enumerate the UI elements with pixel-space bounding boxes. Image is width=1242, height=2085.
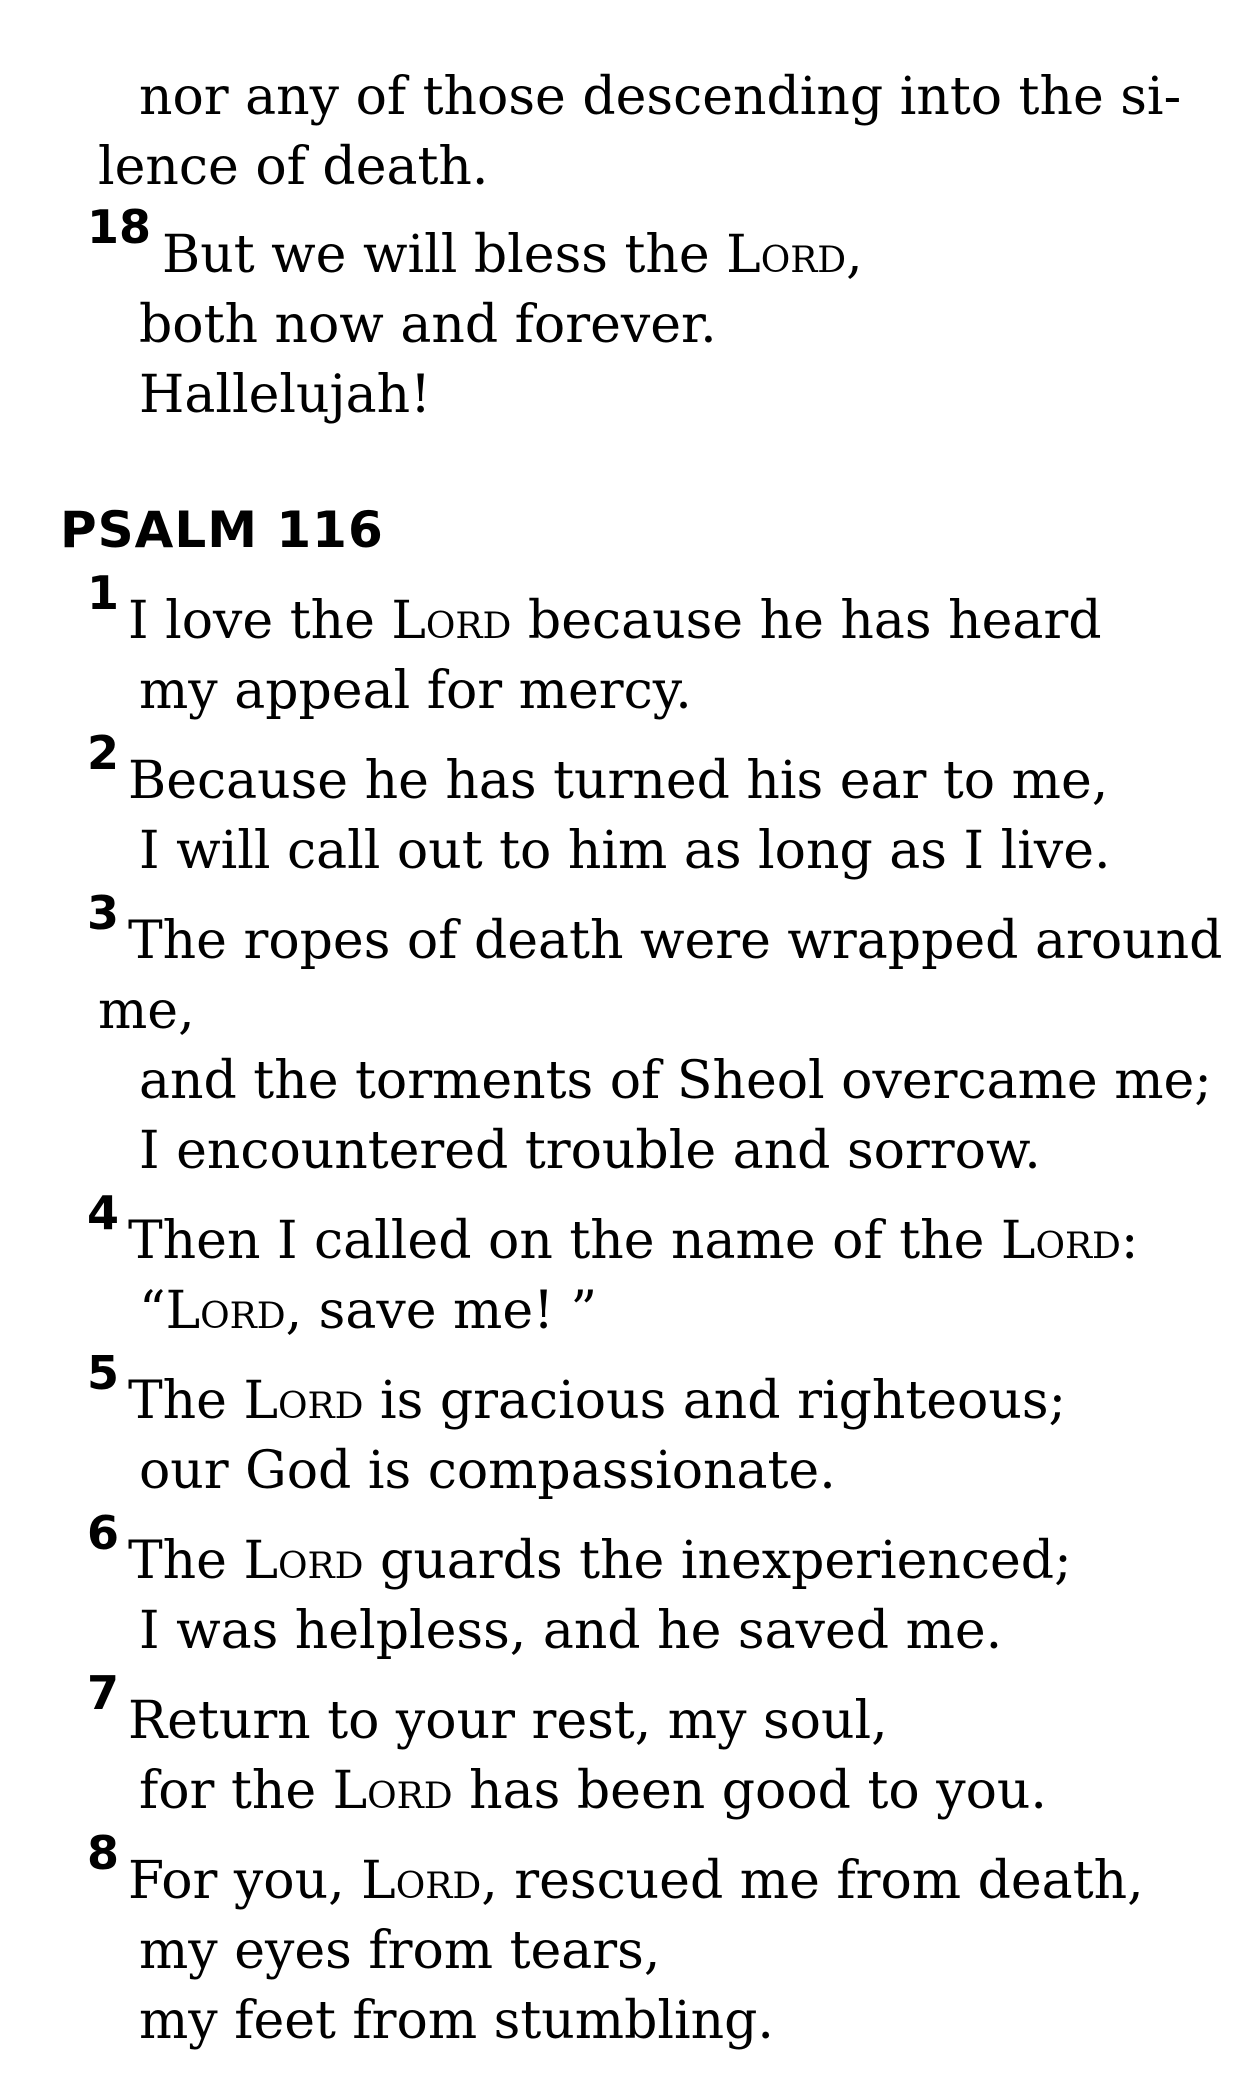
verse-18-line-3: Hallelujah! xyxy=(139,365,432,425)
verse-8-line-3: my feet from stumbling. xyxy=(139,1991,774,2051)
verse-number-18: 18 xyxy=(87,200,152,254)
verse-6-line-2: I was helpless, and he saved me. xyxy=(139,1601,1003,1661)
verse-17-continuation-wrap: lence of death. xyxy=(98,137,489,197)
verse-number-7: 7 xyxy=(87,1666,120,1720)
verse-3-line-3: I encountered trouble and sorrow. xyxy=(139,1121,1041,1181)
verse-6-line-1: The Lord guards the inexperienced; xyxy=(128,1531,1072,1591)
verse-number-8: 8 xyxy=(87,1826,120,1880)
verse-8-line-1: For you, Lord, rescued me from death, xyxy=(128,1851,1144,1911)
verse-number-4: 4 xyxy=(87,1186,120,1240)
lord-small-caps: Lord xyxy=(1000,1211,1121,1271)
verse-3-line-2: and the torments of Sheol overcame me; xyxy=(139,1051,1212,1111)
lord-small-caps: Lord xyxy=(243,1531,364,1591)
verse-3-line-1: The ropes of death were wrapped around xyxy=(128,911,1223,971)
verse-8-line-2: my eyes from tears, xyxy=(139,1921,661,1981)
verse-number-2: 2 xyxy=(87,726,120,780)
lord-small-caps: Lord xyxy=(243,1371,364,1431)
lord-small-caps: Lord xyxy=(165,1281,286,1341)
verse-number-6: 6 xyxy=(87,1506,120,1560)
verse-18-line-1: But we will bless the Lord, xyxy=(162,225,863,285)
verse-number-1: 1 xyxy=(87,566,120,620)
verse-number-5: 5 xyxy=(87,1346,120,1400)
verse-1-line-2: my appeal for mercy. xyxy=(139,661,692,721)
verse-2-line-2: I will call out to him as long as I live. xyxy=(139,821,1111,881)
psalm-heading: PSALM 116 xyxy=(60,501,384,559)
verse-7-line-2: for the Lord has been good to you. xyxy=(139,1761,1047,1821)
verse-18-line-2: both now and forever. xyxy=(139,295,717,355)
verse-4-line-2: “Lord, save me! ” xyxy=(139,1281,598,1341)
verse-number-3: 3 xyxy=(87,886,120,940)
lord-small-caps: Lord xyxy=(332,1761,453,1821)
lord-small-caps: Lord xyxy=(726,225,847,285)
verse-1-line-1: I love the Lord because he has heard xyxy=(128,591,1102,651)
verse-4-line-1: Then I called on the name of the Lord: xyxy=(128,1211,1139,1271)
lord-small-caps: Lord xyxy=(361,1851,482,1911)
verse-3-line-1-wrap: me, xyxy=(98,981,195,1041)
verse-17-continuation-line: nor any of those descending into the si- xyxy=(139,67,1182,127)
lord-small-caps: Lord xyxy=(391,591,512,651)
verse-5-line-1: The Lord is gracious and righteous; xyxy=(128,1371,1067,1431)
verse-5-line-2: our God is compassionate. xyxy=(139,1441,836,1501)
verse-7-line-1: Return to your rest, my soul, xyxy=(128,1691,888,1751)
verse-2-line-1: Because he has turned his ear to me, xyxy=(128,751,1109,811)
